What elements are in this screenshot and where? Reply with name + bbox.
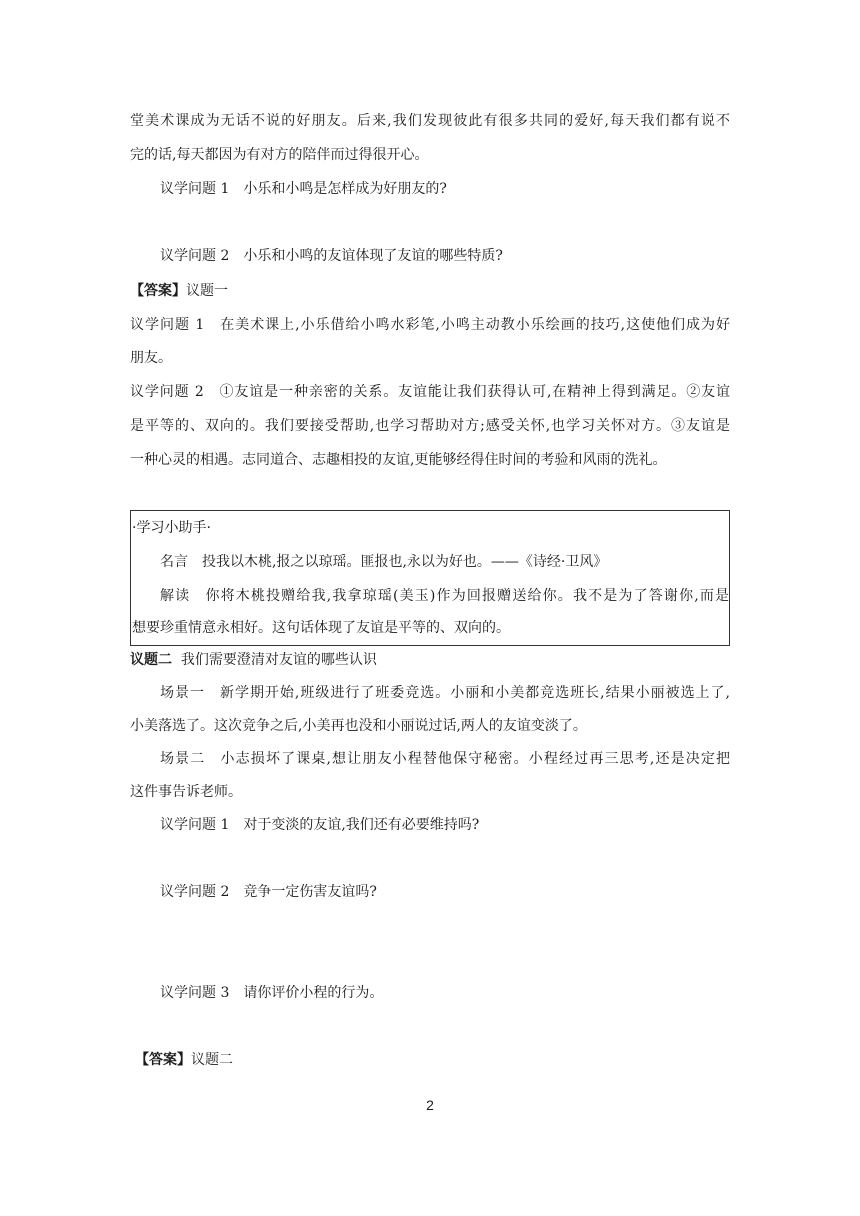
study-helper-interpretation: [160, 586, 729, 606]
answer1-q1: [130, 315, 730, 335]
topic2-question-3: 议学问题 3 请你评价小程的行为。: [160, 985, 384, 1001]
answer1-q2-line-1: 议学问题 2 ①友谊是一种亲密的关系。友谊能让我们获得认可,在精神上得到满足。②友谊: [130, 384, 730, 400]
topic2-scene2-line-2: 这件事告诉老师。: [130, 784, 242, 800]
answer1-q2-line-2-wrap: [130, 416, 730, 436]
answer1-q2: [130, 382, 730, 402]
study-helper-interp-line-2: 想要珍重情意永相好。这句话体现了友谊是平等的、双向的。: [132, 620, 510, 636]
answer-bracket-label: 【答案】: [130, 283, 186, 299]
answer1-q2-line-3: 一种心灵的相遇。志同道合、志趣相投的友谊,更能够经得住时间的考验和风雨的洗礼。: [130, 452, 667, 468]
page-number: 2: [426, 1097, 434, 1113]
topic2-scene1-line-1: 场景一 新学期开始,班级进行了班委竞选。小丽和小美都竞选班长,结果小丽被选上了,: [160, 685, 730, 701]
topic2-question-1: 议学问题 1 对于变淡的友谊,我们还有必要维持吗?: [160, 817, 480, 833]
topic2-scene2: [160, 749, 730, 769]
topic2-title: 我们需要澄清对友谊的哪些认识: [180, 652, 377, 668]
answer1-q2-line-2: 是平等的、双向的。我们要接受帮助,也学习帮助对方;感受关怀,也学习关怀对方。③友谊是: [130, 418, 730, 434]
answer1-q1-line-2: 朋友。: [130, 350, 172, 366]
topic2-heading: [130, 650, 377, 670]
topic2-label: 议题二: [130, 652, 172, 668]
answer1-heading: [130, 281, 228, 301]
intro-line-1: 堂美术课成为无话不说的好朋友。后来,我们发现彼此有很多共同的爱好,每天我们都有说不: [130, 113, 730, 129]
answer-topic-label: 议题一: [186, 283, 228, 299]
topic2-scene1-line-2: 小美落选了。这次竞争之后,小美再也没和小丽说过话,两人的友谊变淡了。: [130, 718, 587, 734]
topic1-question-2: 议学问题 2 小乐和小鸣的友谊体现了友谊的哪些特质?: [160, 248, 503, 264]
study-helper-quote: 名言 投我以木桃,报之以琼瑶。匪报也,永以为好也。——《诗经·卫风》: [160, 554, 608, 570]
answer2-topic-label: 议题二: [191, 1052, 233, 1068]
answer1-q1-line-1: 议学问题 1 在美术课上,小乐借给小鸣水彩笔,小鸣主动教小乐绘画的技巧,这使他们成为好: [130, 317, 730, 333]
study-helper-title: ·学习小助手·: [132, 520, 211, 536]
topic2-question-2: 议学问题 2 竞争一定伤害友谊吗?: [160, 884, 377, 900]
topic2-scene1: [160, 683, 730, 703]
answer2-bracket-label: 【答案】: [135, 1052, 191, 1068]
topic2-scene2-line-1: 场景二 小志损坏了课桌,想让朋友小程替他保守秘密。小程经过再三思考,还是决定把: [160, 751, 730, 767]
answer2-heading: [135, 1050, 233, 1070]
study-helper-interp-line-1: 解读 你将木桃投赠给我,我拿琼瑶(美玉)作为回报赠送给你。我不是为了答谢你,而是: [160, 588, 729, 604]
intro-line-2: 完的话,每天都因为有对方的陪伴而过得很开心。: [130, 147, 429, 163]
intro-paragraph: [130, 111, 730, 131]
topic1-question-1: 议学问题 1 小乐和小鸣是怎样成为好朋友的?: [160, 181, 447, 197]
